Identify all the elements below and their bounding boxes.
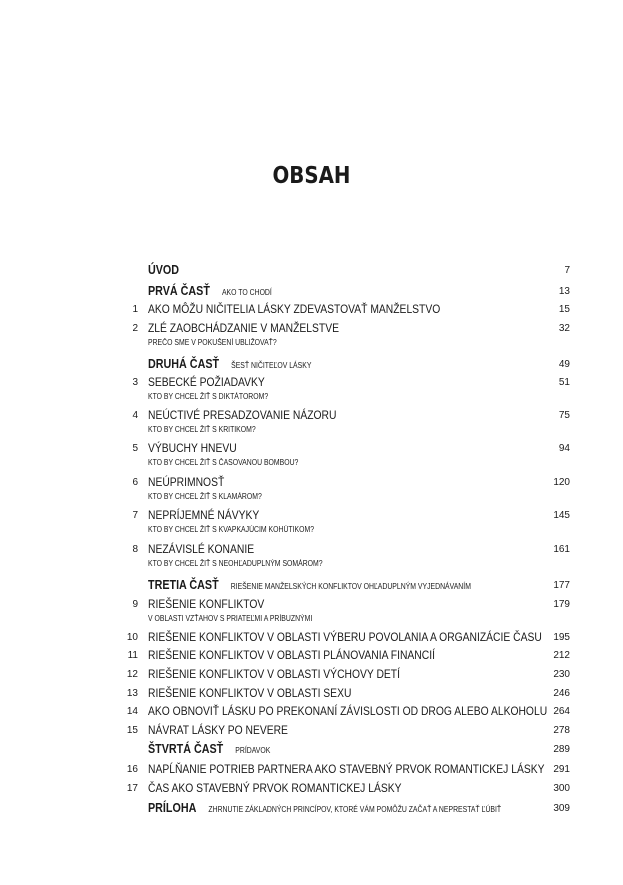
toc-entry bbox=[0, 440, 623, 456]
toc-entry bbox=[0, 577, 623, 593]
toc-entry bbox=[0, 407, 623, 423]
toc-entry bbox=[0, 666, 623, 682]
toc-chapter-title bbox=[148, 781, 401, 795]
toc-entry bbox=[0, 685, 623, 701]
toc-chapter-number: 13 bbox=[126, 688, 138, 699]
toc-page-number: 7 bbox=[564, 265, 570, 276]
toc-chapter-title bbox=[148, 302, 440, 316]
toc-entry bbox=[0, 741, 623, 757]
toc-chapter-title bbox=[148, 408, 336, 422]
toc-page-number: 264 bbox=[553, 706, 570, 717]
toc-chapter-title bbox=[148, 441, 237, 455]
toc-page-number: 230 bbox=[553, 669, 570, 680]
toc-title-text: RIEŠENIE KONFLIKTOV bbox=[148, 597, 265, 611]
toc-page-number: 212 bbox=[553, 650, 570, 661]
toc-title-text: ČAS AKO STAVEBNÝ PRVOK ROMANTICKEJ LÁSKY bbox=[148, 781, 402, 795]
toc-title-text: NAPĹŇANIE POTRIEB PARTNERA AKO STAVEBNÝ PRVOK ROMANTICKEJ LÁSKY bbox=[148, 762, 545, 776]
toc-entry bbox=[0, 356, 623, 372]
toc-entry bbox=[0, 703, 623, 719]
toc-part-title bbox=[148, 263, 179, 277]
toc-chapter-title bbox=[148, 704, 547, 718]
toc-entry bbox=[0, 320, 623, 336]
toc-chapter-title bbox=[148, 475, 224, 489]
toc-page-number: 161 bbox=[553, 544, 570, 555]
toc-chapter-subtitle: KTO BY CHCEL ŽIŤ S KLAMÁROM? bbox=[148, 492, 262, 501]
toc-chapter-number: 3 bbox=[132, 377, 138, 388]
toc-page-number: 300 bbox=[553, 783, 570, 794]
toc-chapter-subtitle: PREČO SME V POKUŠENÍ UBLIŽOVAŤ? bbox=[148, 338, 277, 347]
toc-title-text: PRVÁ ČASŤ bbox=[148, 284, 210, 298]
toc-chapter-number: 2 bbox=[132, 323, 138, 334]
toc-chapter-number: 8 bbox=[132, 544, 138, 555]
toc-title-text: RIEŠENIE KONFLIKTOV V OBLASTI VÝBERU POVOLANIA A ORGANIZÁCIE ČASU bbox=[148, 630, 542, 644]
toc-chapter-number: 1 bbox=[132, 304, 138, 315]
toc-page-number: 51 bbox=[558, 377, 570, 388]
toc-title-text: PRÍLOHA bbox=[148, 801, 197, 815]
toc-page-number: 120 bbox=[553, 477, 570, 488]
toc-chapter-title bbox=[148, 762, 544, 776]
toc-part-subtitle: PRÍDAVOK bbox=[235, 746, 271, 755]
toc-entry bbox=[0, 262, 623, 278]
toc-entry bbox=[0, 541, 623, 557]
toc-part-title bbox=[148, 742, 270, 756]
toc-entry bbox=[0, 596, 623, 612]
toc-title-text: ÚVOD bbox=[148, 263, 180, 277]
toc-entry bbox=[0, 507, 623, 523]
toc-part-subtitle: AKO TO CHODÍ bbox=[221, 288, 272, 297]
toc-entry bbox=[0, 761, 623, 777]
toc-chapter-number: 6 bbox=[132, 477, 138, 488]
toc-title-text: NÁVRAT LÁSKY PO NEVERE bbox=[148, 723, 288, 737]
toc-chapter-title bbox=[148, 648, 435, 662]
toc-title-text: AKO MÔŽU NIČITELIA LÁSKY ZDEVASTOVAŤ MANŽELSTVO bbox=[148, 302, 441, 316]
toc-part-title bbox=[148, 284, 272, 298]
toc-title-text: SEBECKÉ POŽIADAVKY bbox=[148, 375, 265, 389]
toc-chapter-number: 9 bbox=[132, 599, 138, 610]
toc-chapter-subtitle: V OBLASTI VZŤAHOV S PRIATEĽMI A PRÍBUZNÝMI bbox=[148, 614, 313, 623]
toc-title-text: NEÚPRIMNOSŤ bbox=[148, 475, 225, 489]
toc-page-number: 177 bbox=[553, 580, 570, 591]
toc-chapter-number: 17 bbox=[126, 783, 138, 794]
toc-page-number: 309 bbox=[553, 803, 570, 814]
toc-title-text: TRETIA ČASŤ bbox=[148, 578, 219, 592]
toc-page-number: 195 bbox=[553, 632, 570, 643]
toc-page-number: 145 bbox=[553, 510, 570, 521]
toc-title-text: ŠTVRTÁ ČASŤ bbox=[148, 742, 224, 756]
toc-chapter-subtitle: KTO BY CHCEL ŽIŤ S NEOHĽADUPLNÝM SOMÁROM? bbox=[148, 559, 323, 568]
toc-chapter-title bbox=[148, 321, 339, 335]
toc-chapter-title bbox=[148, 375, 265, 389]
page-title: OBSAH bbox=[272, 163, 351, 189]
toc-chapter-number: 10 bbox=[126, 632, 138, 643]
toc-part-subtitle: ZHRNUTIE ZÁKLADNÝCH PRINCÍPOV, KTORÉ VÁM POMÔŽU ZAČAŤ A NEPRESTAŤ ĽÚBIŤ bbox=[208, 805, 502, 814]
toc-part-subtitle: RIEŠENIE MANŽELSKÝCH KONFLIKTOV OHĽADUPLNÝM VYJEDNÁVANÍM bbox=[230, 582, 471, 591]
toc-chapter-subtitle: KTO BY CHCEL ŽIŤ S KRITIKOM? bbox=[148, 425, 256, 434]
toc-title-text: VÝBUCHY HNEVU bbox=[148, 441, 237, 455]
toc-part-title bbox=[148, 578, 471, 592]
toc-chapter-number: 16 bbox=[126, 764, 138, 775]
toc-part-subtitle: ŠESŤ NIČITEĽOV LÁSKY bbox=[231, 361, 312, 370]
toc-page-number: 179 bbox=[553, 599, 570, 610]
toc-page-number: 291 bbox=[553, 764, 570, 775]
toc-chapter-title bbox=[148, 597, 264, 611]
toc-chapter-title bbox=[148, 508, 259, 522]
toc-page-number: 49 bbox=[558, 359, 570, 370]
toc-entry bbox=[0, 780, 623, 796]
toc-chapter-title bbox=[148, 630, 542, 644]
toc-chapter-title bbox=[148, 686, 351, 700]
toc-page-number: 75 bbox=[558, 410, 570, 421]
toc-chapter-number: 11 bbox=[127, 650, 138, 661]
toc-title-text: NEZÁVISLÉ KONANIE bbox=[148, 542, 255, 556]
toc-page-number: 246 bbox=[553, 688, 570, 699]
toc-entry bbox=[0, 301, 623, 317]
toc-entry bbox=[0, 283, 623, 299]
toc-page-number: 289 bbox=[553, 744, 570, 755]
toc-chapter-subtitle: KTO BY CHCEL ŽIŤ S ČASOVANOU BOMBOU? bbox=[148, 458, 299, 467]
toc-chapter-title bbox=[148, 667, 400, 681]
toc-page-number: 278 bbox=[553, 725, 570, 736]
toc-chapter-number: 4 bbox=[132, 410, 138, 421]
toc-chapter-number: 7 bbox=[132, 510, 138, 521]
toc-chapter-title bbox=[148, 723, 288, 737]
toc-chapter-number: 5 bbox=[132, 443, 138, 454]
toc-chapter-title bbox=[148, 542, 254, 556]
toc-page-number: 94 bbox=[558, 443, 570, 454]
toc-title-text: NEÚCTIVÉ PRESADZOVANIE NÁZORU bbox=[148, 408, 337, 422]
toc-chapter-subtitle: KTO BY CHCEL ŽIŤ S DIKTÁTOROM? bbox=[148, 392, 269, 401]
toc-entry bbox=[0, 800, 623, 816]
toc-title-text: RIEŠENIE KONFLIKTOV V OBLASTI PLÁNOVANIA FINANCIÍ bbox=[148, 648, 435, 662]
toc-chapter-subtitle: KTO BY CHCEL ŽIŤ S KVAPKAJÚCIM KOHÚTIKOM? bbox=[148, 525, 315, 534]
toc-chapter-number: 14 bbox=[126, 706, 138, 717]
toc-part-title bbox=[148, 801, 501, 815]
toc-page-number: 13 bbox=[558, 286, 570, 297]
toc-title-text: NEPRÍJEMNÉ NÁVYKY bbox=[148, 508, 260, 522]
toc-chapter-number: 12 bbox=[126, 669, 138, 680]
toc-title-text: AKO OBNOVIŤ LÁSKU PO PREKONANÍ ZÁVISLOSTI OD DROG ALEBO ALKOHOLU bbox=[148, 704, 548, 718]
toc-entry bbox=[0, 629, 623, 645]
toc-title-text: RIEŠENIE KONFLIKTOV V OBLASTI SEXU bbox=[148, 686, 352, 700]
toc-part-title bbox=[148, 357, 311, 371]
toc-entry bbox=[0, 374, 623, 390]
toc-entry bbox=[0, 722, 623, 738]
toc-entry bbox=[0, 474, 623, 490]
toc-page-number: 15 bbox=[558, 304, 570, 315]
toc-page-number: 32 bbox=[558, 323, 570, 334]
toc-chapter-number: 15 bbox=[126, 725, 138, 736]
toc-title-text: RIEŠENIE KONFLIKTOV V OBLASTI VÝCHOVY DETÍ bbox=[148, 667, 400, 681]
toc-entry bbox=[0, 647, 623, 663]
toc-title-text: ZLÉ ZAOBCHÁDZANIE V MANŽELSTVE bbox=[148, 321, 339, 335]
toc-title-text: DRUHÁ ČASŤ bbox=[148, 357, 220, 371]
